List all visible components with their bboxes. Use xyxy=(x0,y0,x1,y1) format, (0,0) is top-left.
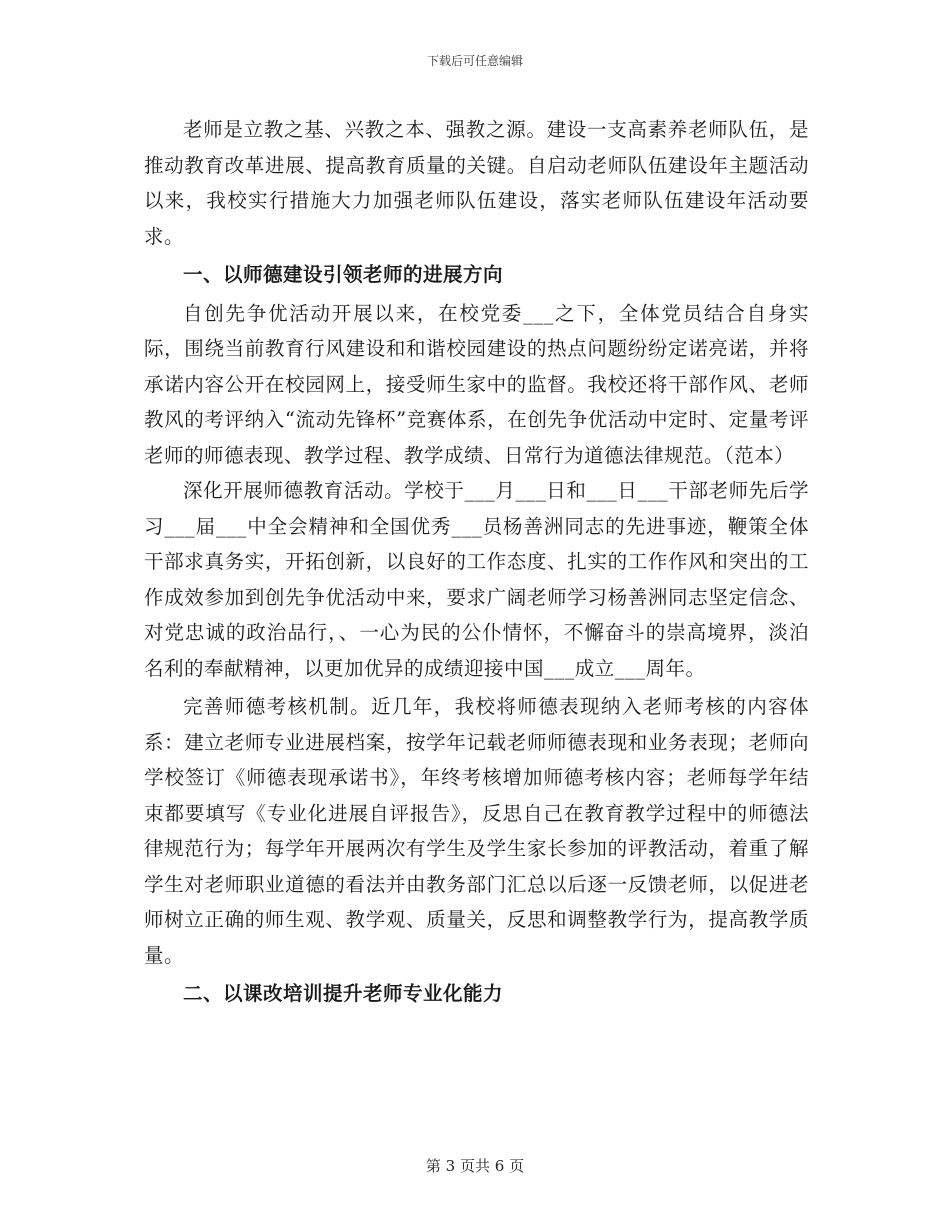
paragraph-ethics-assessment: 完善师德考核机制。近几年，我校将师德表现纳入老师考核的内容体系：建立老师专业进展档案，按学年记载老师师德表现和业务表现；老师向学校签订《师德表现承诺书》，年终考核增加师德考核内容；老师每学年结束都要填写《专业化进展自评报告》，反思自己在教育教学过程中的师德法律规范行为；每学年开展两次有学生及学生家长参加的评教活动，着重了解学生对老师职业道德的看法并由教务部门汇总以后逐一反馈老师，以促进老师树立正确的师生观、教学观、质量关，反思和调整教学行为，提高教学质量。 xyxy=(144,695,809,967)
paragraph-ethics-education: 深化开展师德教育活动。学校于___月___日和___日___干部老师先后学习___届___中全会精神和全国优秀___员杨善洲同志的先进事迹，鞭策全体干部求真务实，开拓创新，以良好的工作态度、扎实的工作作风和突出的工作成效参加到创先争优活动中来，要求广阔老师学习杨善洲同志坚定信念、对党忠诚的政治品行，、一心为民的公仆情怀，不懈奋斗的崇高境界，淡泊名利的奉献精神，以更加优异的成绩迎接中国___成立___周年。 xyxy=(144,479,809,680)
section-heading-1: 一、以师德建设引领老师的进展方向 xyxy=(183,263,504,286)
document-body xyxy=(144,112,809,1012)
page-footer: 第 3 页共 6 页 xyxy=(425,1157,525,1175)
section-heading-2: 二、以课改培训提升老师专业化能力 xyxy=(183,982,504,1005)
paragraph-intro: 老师是立教之基、兴教之本、强教之源。建设一支高素养老师队伍，是推动教育改革进展、提高教育质量的关键。自启动老师队伍建设年主题活动以来，我校实行措施大力加强老师队伍建设，落实老师队伍建设年活动要求。 xyxy=(144,118,809,248)
page-header: 下载后可任意编辑 xyxy=(426,54,523,68)
paragraph-party-activities: 自创先争优活动开展以来，在校党委___之下，全体党员结合自身实际，围绕当前教育行风建设和和谐校园建设的热点问题纷纷定诺亮诺，并将承诺内容公开在校园网上，接受师生家中的监督。我校还将干部作风、老师教风的考评纳入“流动先锋杯”竞赛体系，在创先争优活动中定时、定量考评老师的师德表现、教学过程、教学成绩、日常行为道德法律规范。（范本） xyxy=(144,301,809,467)
